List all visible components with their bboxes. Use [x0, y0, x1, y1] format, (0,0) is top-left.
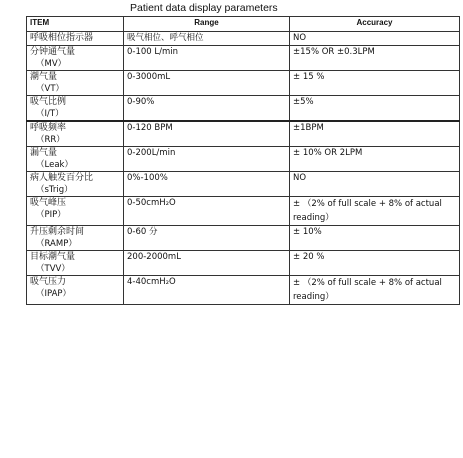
- item-abbreviation: （RAMP）: [36, 239, 77, 249]
- item-cell: [27, 147, 124, 172]
- item-abbreviation: （TVV）: [36, 264, 70, 274]
- item-name: 呼吸频率: [30, 123, 67, 133]
- parameters-table: [26, 16, 460, 305]
- item-cell: [27, 71, 124, 96]
- accuracy-cell: NO: [290, 172, 460, 197]
- table-row: [27, 96, 460, 122]
- range-cell: 吸气相位、呼气相位: [124, 32, 290, 46]
- range-cell: 0-200L/min: [124, 147, 290, 172]
- range-cell: 0-100 L/min: [124, 46, 290, 71]
- item-cell: [27, 121, 124, 147]
- range-cell: 0-90%: [124, 96, 290, 122]
- accuracy-cell: ±5%: [290, 96, 460, 122]
- accuracy-cell: ± 20 %: [290, 251, 460, 276]
- range-cell: 4-40cmH₂O: [124, 276, 290, 305]
- accuracy-text: ± （2% of full scale + 8% of actual reading）: [293, 199, 442, 223]
- item-cell: [27, 32, 124, 46]
- table-row: [27, 197, 460, 226]
- item-name: 分钟通气量: [30, 47, 76, 57]
- item-name: 目标潮气量: [30, 252, 76, 262]
- range-cell: 200-2000mL: [124, 251, 290, 276]
- table-row: [27, 276, 460, 305]
- accuracy-cell: ±15% OR ±0.3LPM: [290, 46, 460, 71]
- item-abbreviation: （RR）: [36, 135, 65, 145]
- item-cell: [27, 251, 124, 276]
- header-item: ITEM: [27, 17, 124, 32]
- table-row: [27, 147, 460, 172]
- accuracy-cell: [290, 276, 460, 305]
- item-cell: [27, 226, 124, 251]
- item-name: 升压剩余时间: [30, 227, 85, 237]
- document-title: Patient data display parameters: [130, 2, 278, 14]
- item-name: 潮气量: [30, 72, 58, 82]
- range-cell: 0-60 分: [124, 226, 290, 251]
- table-row: [27, 251, 460, 276]
- accuracy-cell: ± 15 %: [290, 71, 460, 96]
- table-row: [27, 121, 460, 147]
- item-cell: [27, 276, 124, 305]
- item-abbreviation: （Leak）: [36, 160, 73, 170]
- range-cell: 0-120 BPM: [124, 121, 290, 147]
- item-name: 病人触发百分比: [30, 173, 94, 183]
- item-cell: [27, 172, 124, 197]
- item-abbreviation: （PIP）: [36, 210, 66, 220]
- table-row: [27, 32, 460, 46]
- table-header-row: [27, 17, 460, 32]
- range-cell: 0-50cmH₂O: [124, 197, 290, 226]
- accuracy-cell: ± 10%: [290, 226, 460, 251]
- table-row: [27, 226, 460, 251]
- item-abbreviation: （VT）: [36, 84, 65, 94]
- accuracy-cell: ± 10% OR 2LPM: [290, 147, 460, 172]
- range-cell: 0-3000mL: [124, 71, 290, 96]
- table-row: [27, 46, 460, 71]
- header-range: Range: [124, 17, 290, 32]
- table-row: [27, 71, 460, 96]
- table-row: [27, 172, 460, 197]
- item-abbreviation: （sTrig）: [36, 185, 73, 195]
- item-cell: [27, 197, 124, 226]
- item-abbreviation: （MV）: [36, 59, 67, 69]
- item-abbreviation: （I/T）: [36, 109, 64, 119]
- item-cell: [27, 46, 124, 71]
- accuracy-cell: ±1BPM: [290, 121, 460, 147]
- accuracy-text: ± （2% of full scale + 8% of actual reading）: [293, 278, 442, 302]
- item-abbreviation: （IPAP）: [36, 289, 72, 299]
- item-name: 吸气峰压: [30, 198, 67, 208]
- item-name: 吸气比例: [30, 97, 67, 107]
- item-name: 呼吸相位指示器: [30, 33, 94, 43]
- range-cell: 0%-100%: [124, 172, 290, 197]
- accuracy-cell: [290, 197, 460, 226]
- header-accuracy: Accuracy: [290, 17, 460, 32]
- item-cell: [27, 96, 124, 122]
- item-name: 吸气压力: [30, 277, 67, 287]
- item-name: 漏气量: [30, 148, 58, 158]
- accuracy-cell: NO: [290, 32, 460, 46]
